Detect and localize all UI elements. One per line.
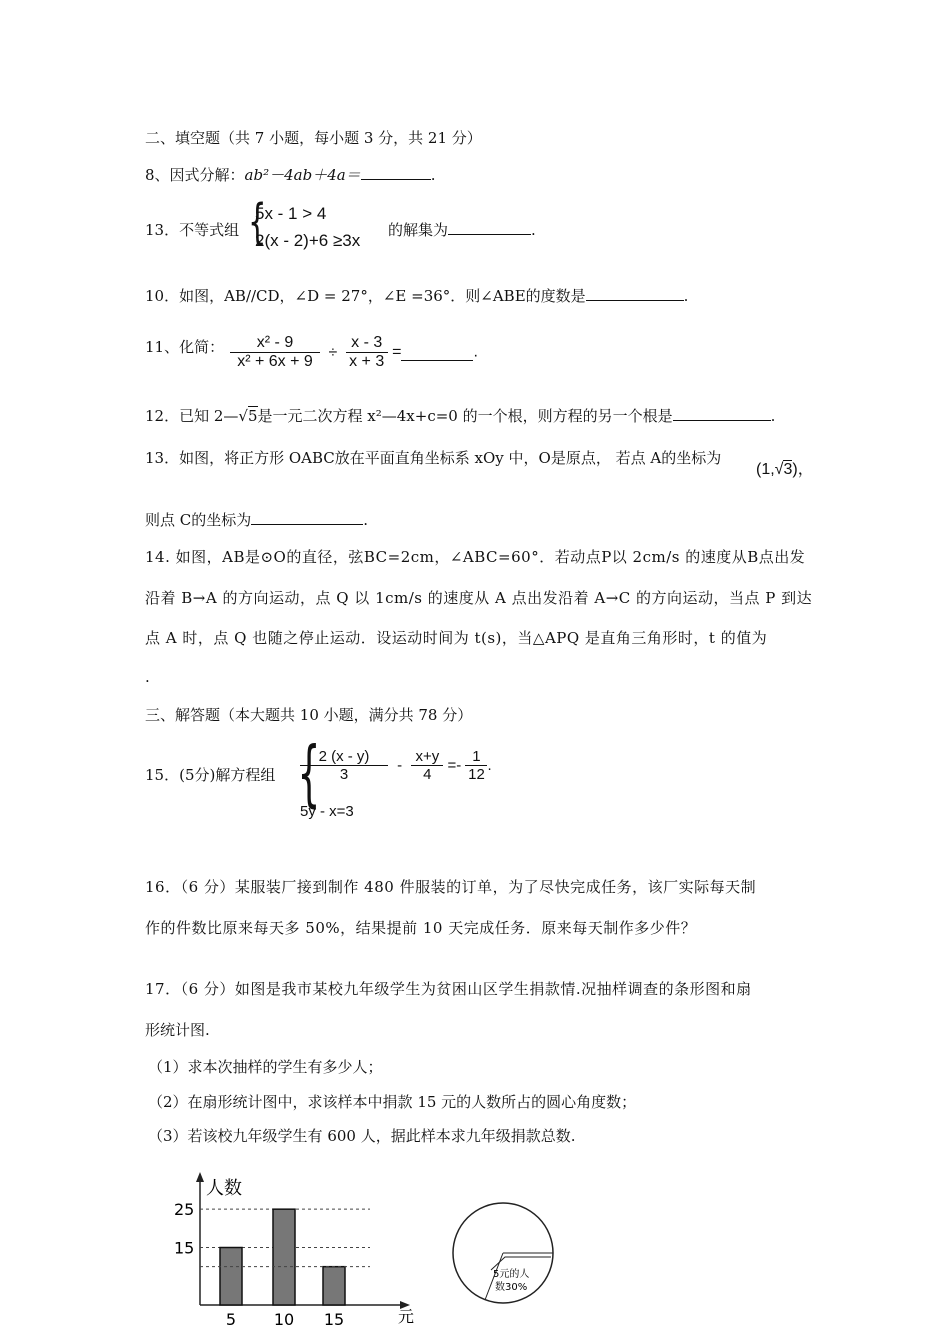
question-11-label: 11、化简： — [145, 338, 225, 356]
answer-blank[interactable] — [401, 345, 473, 361]
q17-line-1: 17．（6 分）如图是我市某校九年级学生为贫困山区学生捐款情.况抽样调查的条形图和扇 — [145, 980, 752, 998]
question-13-inequality — [145, 219, 239, 240]
question-11-math — [230, 334, 478, 371]
coord-comma: ， — [797, 461, 814, 478]
q13b-text: 13．如图，将正方形 OABC放在平面直角坐标系 xOy 中，O是原点， 若点 A的坐标为 — [145, 449, 722, 467]
equals-minus: =- — [447, 757, 462, 774]
pie-chart — [445, 1195, 565, 1315]
equation-2: 5y - x=3 — [300, 803, 354, 820]
q13b-end: . — [363, 511, 369, 529]
fraction-1 — [230, 334, 320, 371]
q13a-suffix — [388, 219, 536, 240]
q13a-label: 13．不等式组 — [145, 221, 240, 239]
q17-sub-1: （1）求本次抽样的学生有多少人； — [148, 1058, 383, 1076]
answer-blank[interactable] — [673, 405, 771, 421]
q17-sub-2: （2）在扇形统计图中，求该样本中捐款 15 元的人数所占的圆心角度数； — [148, 1093, 637, 1111]
q8-end: . — [430, 166, 436, 184]
section-heading: 二、填空题（共 7 小题，每小题 3 分，共 21 分） — [145, 129, 482, 147]
fraction-2 — [346, 334, 388, 371]
eq-fraction-3 — [465, 748, 487, 783]
y-axis-arrow-icon — [196, 1172, 204, 1182]
coord-post: ) — [792, 461, 798, 478]
sqrt-sign: √ — [238, 407, 248, 425]
q13a-end: . — [531, 221, 536, 239]
q14-line-4: . — [145, 668, 150, 686]
q17-line-2: 形统计图. — [145, 1021, 210, 1039]
eq-fraction-2 — [411, 748, 443, 783]
q8-expression: ab²－4ab＋4a＝ — [244, 166, 361, 184]
division-sign: ÷ — [328, 343, 338, 361]
coordinate-a — [756, 456, 814, 479]
eq-dot: . — [487, 757, 492, 774]
q13a-suffix-text: 的解集为 — [388, 221, 449, 239]
equation-1 — [300, 748, 492, 783]
eq-fraction-2-numerator: x+y — [411, 748, 443, 766]
y-axis-label: 人数 — [206, 1178, 242, 1199]
q17-sub-3: （3）若该校九年级学生有 600 人，据此样本求九年级捐款总数. — [148, 1127, 576, 1145]
q16-line-2: 作的件数比原来每天多 50%，结果提前 10 天完成任务．原来每天制作多少件？ — [145, 919, 697, 937]
answer-blank[interactable] — [586, 285, 684, 301]
question-13-answer — [145, 509, 368, 530]
bar-15 — [323, 1267, 345, 1305]
q12-end: . — [770, 407, 776, 425]
q14-line-1: 14. 如图，AB是⊙O的直径，弦BC=2cm，∠ABC=60°．若动点P以 2cm/s 的速度从B点出发 — [145, 548, 806, 566]
equals-sign: = — [392, 343, 402, 361]
eq-fraction-1 — [300, 748, 388, 783]
fraction-2-numerator: x - 3 — [346, 334, 388, 353]
fraction-2-denominator: x + 3 — [349, 353, 385, 370]
answer-blank[interactable] — [251, 509, 363, 525]
sqrt-radicand: 5 — [247, 407, 258, 425]
y-tick-label: 25 — [174, 1200, 195, 1220]
q10-end: . — [683, 287, 689, 305]
q8-label: 8、因式分解： — [145, 166, 245, 184]
bar-5 — [220, 1248, 242, 1306]
x-tick-label: 15 — [323, 1310, 345, 1329]
system-brace: { — [248, 194, 267, 250]
q16-line-1: 16．（6 分）某服装厂接到制作 480 件服装的订单，为了尽快完成任务，该厂实际每天制 — [145, 878, 757, 896]
minus-sign: - — [397, 757, 403, 774]
question-15-label: 15．(5分)解方程组 — [145, 766, 276, 784]
inequality-2: 2(x - 2)+6 ≥3x — [255, 231, 361, 250]
question-10 — [145, 285, 688, 306]
question-12 — [145, 405, 775, 426]
x-axis-label: 元 — [398, 1307, 415, 1326]
answer-blank[interactable] — [361, 164, 431, 180]
fraction-1-denominator: x² + 6x + 9 — [237, 353, 313, 370]
x-tick-label: 5 — [225, 1310, 237, 1329]
pie-label-line-2: 数30% — [495, 1282, 528, 1293]
eq-fraction-2-denominator: 4 — [423, 766, 432, 783]
eq-fraction-3-denominator: 12 — [468, 766, 485, 783]
section-heading-3: 三、解答题（本大题共 10 小题，满分共 78 分） — [145, 706, 473, 724]
q14-line-3: 点 A 时，点 Q 也随之停止运动．设运动时间为 t(s)，当△APQ 是直角三角形时，t 的值为 — [145, 629, 768, 647]
eq-fraction-1-denominator: 3 — [339, 766, 349, 783]
coord-pre: (1, — [756, 461, 775, 478]
pie-label-line-1: 5元的人 — [493, 1269, 530, 1280]
q10-text: 10．如图，AB//CD，∠D = 27°，∠E =36°．则∠ABE的度数是 — [145, 287, 586, 305]
fraction-1-numerator: x² - 9 — [230, 334, 320, 353]
q12-post: 是一元二次方程 x²—4x+c=0 的一个根，则方程的另一个根是 — [257, 407, 673, 425]
question-13-square — [145, 447, 721, 468]
sqrt-sign: √ — [774, 461, 784, 478]
question-8 — [145, 164, 435, 185]
answer-blank[interactable] — [448, 219, 531, 235]
q11-end: . — [473, 343, 478, 361]
q14-line-2: 沿着 B→A 的方向运动，点 Q 以 1cm/s 的速度从 A 点出发沿着 A→C 的方向运动，当点 P 到达 — [145, 589, 813, 607]
q12-pre: 12．已知 2— — [145, 407, 239, 425]
x-tick-label: 10 — [273, 1310, 295, 1329]
y-tick-label: 15 — [174, 1238, 195, 1258]
inequality-1: 5x - 1 > 4 — [255, 204, 327, 223]
bar-chart — [160, 1170, 430, 1340]
bar-10 — [273, 1209, 295, 1305]
system-brace: { — [297, 731, 321, 815]
q13b-line2: 则点 C的坐标为 — [145, 511, 252, 529]
eq-fraction-3-numerator: 1 — [465, 748, 487, 766]
eq-fraction-1-numerator: 2 (x - y) — [300, 748, 388, 766]
coord-radicand: 3 — [783, 461, 793, 478]
